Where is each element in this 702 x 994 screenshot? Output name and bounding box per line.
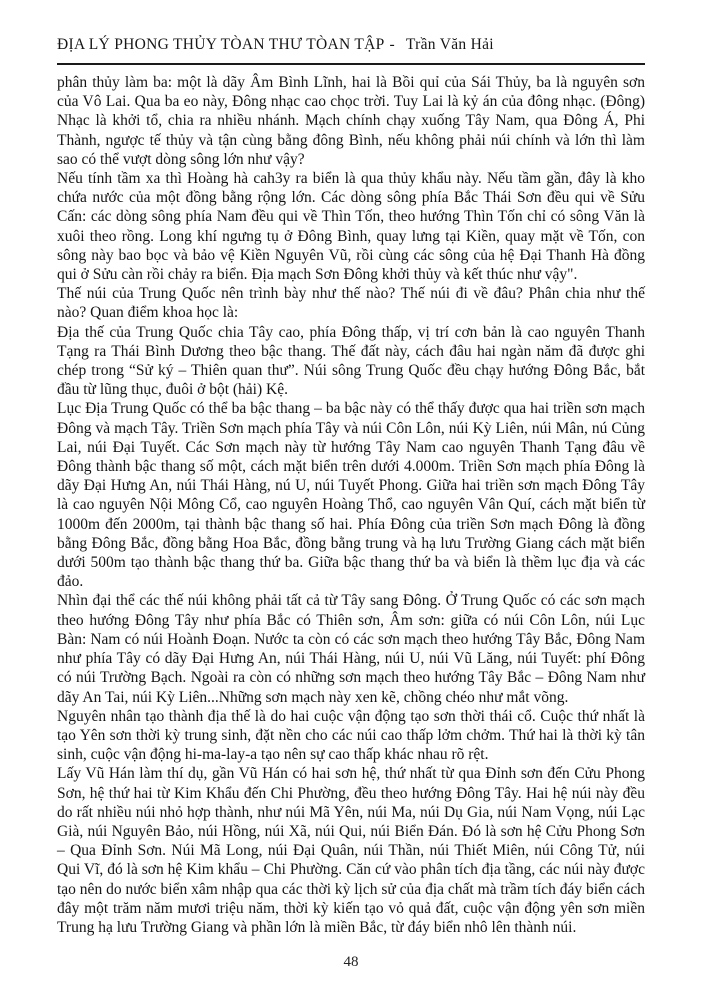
paragraph: Nếu tính tầm xa thì Hoàng hà cah3y ra biển là qua thủy khẩu này. Nếu tầm gần, đây là kho chứa nước của một đồng bằng rộng lớn. Các dòng sông phía Bắc Thái Sơn đều qui về Sửu Cấn: các dòng sông phía Nam đều qui về Thìn Tốn, theo hướng Thìn Tốn chỉ có sông Văn là xuôi theo rồng. Long khí ngưng tụ ở Đông Bình, quay lưng tại Kiền, quay mặt về Tốn, con sông này bao bọc và bảo vệ Kiền Nguyên Vũ, rồi cùng các sông của hệ Đại Thanh Hà đồng qui ở Sửu càn rồi chảy ra biển. Địa mạch Sơn Đông khởi thủy và kết thúc như vậy".	[57, 170, 645, 284]
paragraph: Nguyên nhân tạo thành địa thế là do hai cuộc vận động tạo sơn thời thái cổ. Cuộc thứ nhất là tạo Yên sơn thời kỳ trung sinh, đặt nền cho các núi cao thấp lởm chởm. Thứ hai là thời kỳ tân sinh, cuộc vận động hi-ma-lay-a tạo nên sự cao thấp khác nhau rõ rệt.	[57, 707, 645, 764]
paragraph: Địa thế của Trung Quốc chia Tây cao, phía Đông thấp, vị trí cơn bản là cao nguyên Thanh Tạng ra Thái Bình Dương theo bậc thang. Thế đất này, cách đâu hai ngàn năm đã được ghi chép trong “Sử ký – Thiên quan thư”. Núi sông Trung Quốc đều chạy hướng Đông Bắc, bắt đầu từ lũng thục, đuôi ở bột (hải) Kệ.	[57, 323, 645, 399]
page-footer	[57, 954, 645, 971]
header-rule	[57, 63, 645, 65]
paragraph: Lục Địa Trung Quốc có thể ba bậc thang – ba bậc này có thể thấy được qua hai triền sơn mạch Đông và mạch Tây. Triền Sơn mạch phía Tây và núi Côn Lôn, núi Kỳ Liên, núi Mân, nú Củng Lai, núi Đại Tuyết. Các Sơn mạch này từ hướng Tây Nam cao nguyên Thanh Tạng đâu về Đông thành bậc thang số một, cách mặt biển trên dưới 4.000m. Triền Sơn mạch phía Đông là dãy Đại Hưng An, núi Thái Hàng, nú U, núi Tuyết Phong. Giữa hai triền sơn mạch Đông Tây là cao nguyên Nội Mông Cổ, cao nguyên Hoàng Thổ, cao nguyên Vân Quí, cách mặt biển từ 1000m đến 2000m, tại thành bậc thang số hai. Phía Đông của triền Sơn mạch Đông là đồng bằng Đông Bắc, đồng bằng Hoa Bắc, đồng bằng trung và hạ lưu Trường Giang cách mặt biển dưới 500m tạo thành bậc thang thứ ba. Giữa bậc thang thứ ba và biển là thềm lục địa và các đảo.	[57, 400, 645, 591]
paragraph: Nhìn đại thể các thế núi không phải tất cả từ Tây sang Đông. Ở Trung Quốc có các sơn mạch theo hướng Đông Tây như phía Bắc có Thiên sơn, Âm sơn: giữa có núi Côn Lôn, núi Lục Bàn: Nam có núi Hoành Đoạn. Nước ta còn có các sơn mạch theo hướng Tây Bắc, Đông Nam như phía Tây có dãy Đại Hưng An, núi Thái Hàng, núi U, núi Vũ Lăng, núi Tuyết: phí Đông có núi Trường Bạch. Ngoài ra còn có những sơn mạch theo hướng Tây Bắc – Đông Nam như dãy An Tai, núi Kỳ Liên...Những sơn mạch này xen kẽ, chồng chéo như mắt võng.	[57, 592, 645, 706]
paragraph: phân thủy làm ba: một là dãy Âm Bình Lĩnh, hai là Bồi quỉ của Sái Thủy, ba là nguyên sơn của Vô Lai. Qua ba eo này, Đông nhạc cao chọc trời. Tuy Lai là kỷ án của đông nhạc. (Đông) Nhạc là khởi tổ, chia ra nhiều nhánh. Mạch chính chạy xuống Tây Nam, qua Đông Á, Phi Thành, ngược tế thủy và tận cùng bằng đông Bình, nếu không phải núi chính và lớn thì làm sao có thể vượt dòng sông lớn như vậy?	[57, 74, 645, 168]
page-header	[57, 36, 645, 54]
paragraph: Lấy Vũ Hán làm thí dụ, gần Vũ Hán có hai sơn hệ, thứ nhất từ qua Đỉnh sơn đến Cửu Phong Sơn, hệ thứ hai từ Kim Khẩu đến Chi Phường, đều theo hướng Đông Tây. Hai hệ núi này đều do rất nhiều núi nhỏ hợp thành, như núi Mã Yên, núi Ma, núi Dụ Gia, núi Nam Vọng, núi Lạc Già, núi Nguyên Bảo, núi Hồng, núi Xã, núi Qui, núi Biển Đán. Đó là sơn hệ Cửu Phong Sơn – Qua Đỉnh Sơn. Núi Mã Long, núi Đại Quân, núi Thần, núi Thiết Miên, núi Công Tử, núi Qui Vĩ, đó là sơn hệ Kim khẩu – Chi Phường. Căn cứ vào phân tích địa tầng, các núi này được tạo nên do nước biển xâm nhập qua các thời kỳ lịch sử của địa chất mà trầm tích đáy biển cách đây một trăm năm mươi triệu năm, thời kỳ kiến tạo vỏ quả đất, cuộc vận động yên sơn miền Trung hạ lưu Trường Giang và phần lớn là miền Bắc, từ đáy biển nhô lên thành núi.	[57, 765, 645, 936]
header-title: ĐỊA LÝ PHONG THỦY TÒAN THƯ TÒAN TẬP	[57, 36, 385, 53]
page-number: 48	[343, 954, 359, 971]
header-separator: -	[389, 36, 395, 53]
paragraph: Thế núi của Trung Quốc nên trình bày như thế nào? Thế núi đi về đâu? Phân chia như thế nào? Quan điểm khoa học là:	[57, 285, 645, 322]
body-text	[57, 73, 645, 937]
header-author: Trần Văn Hải	[405, 36, 494, 53]
